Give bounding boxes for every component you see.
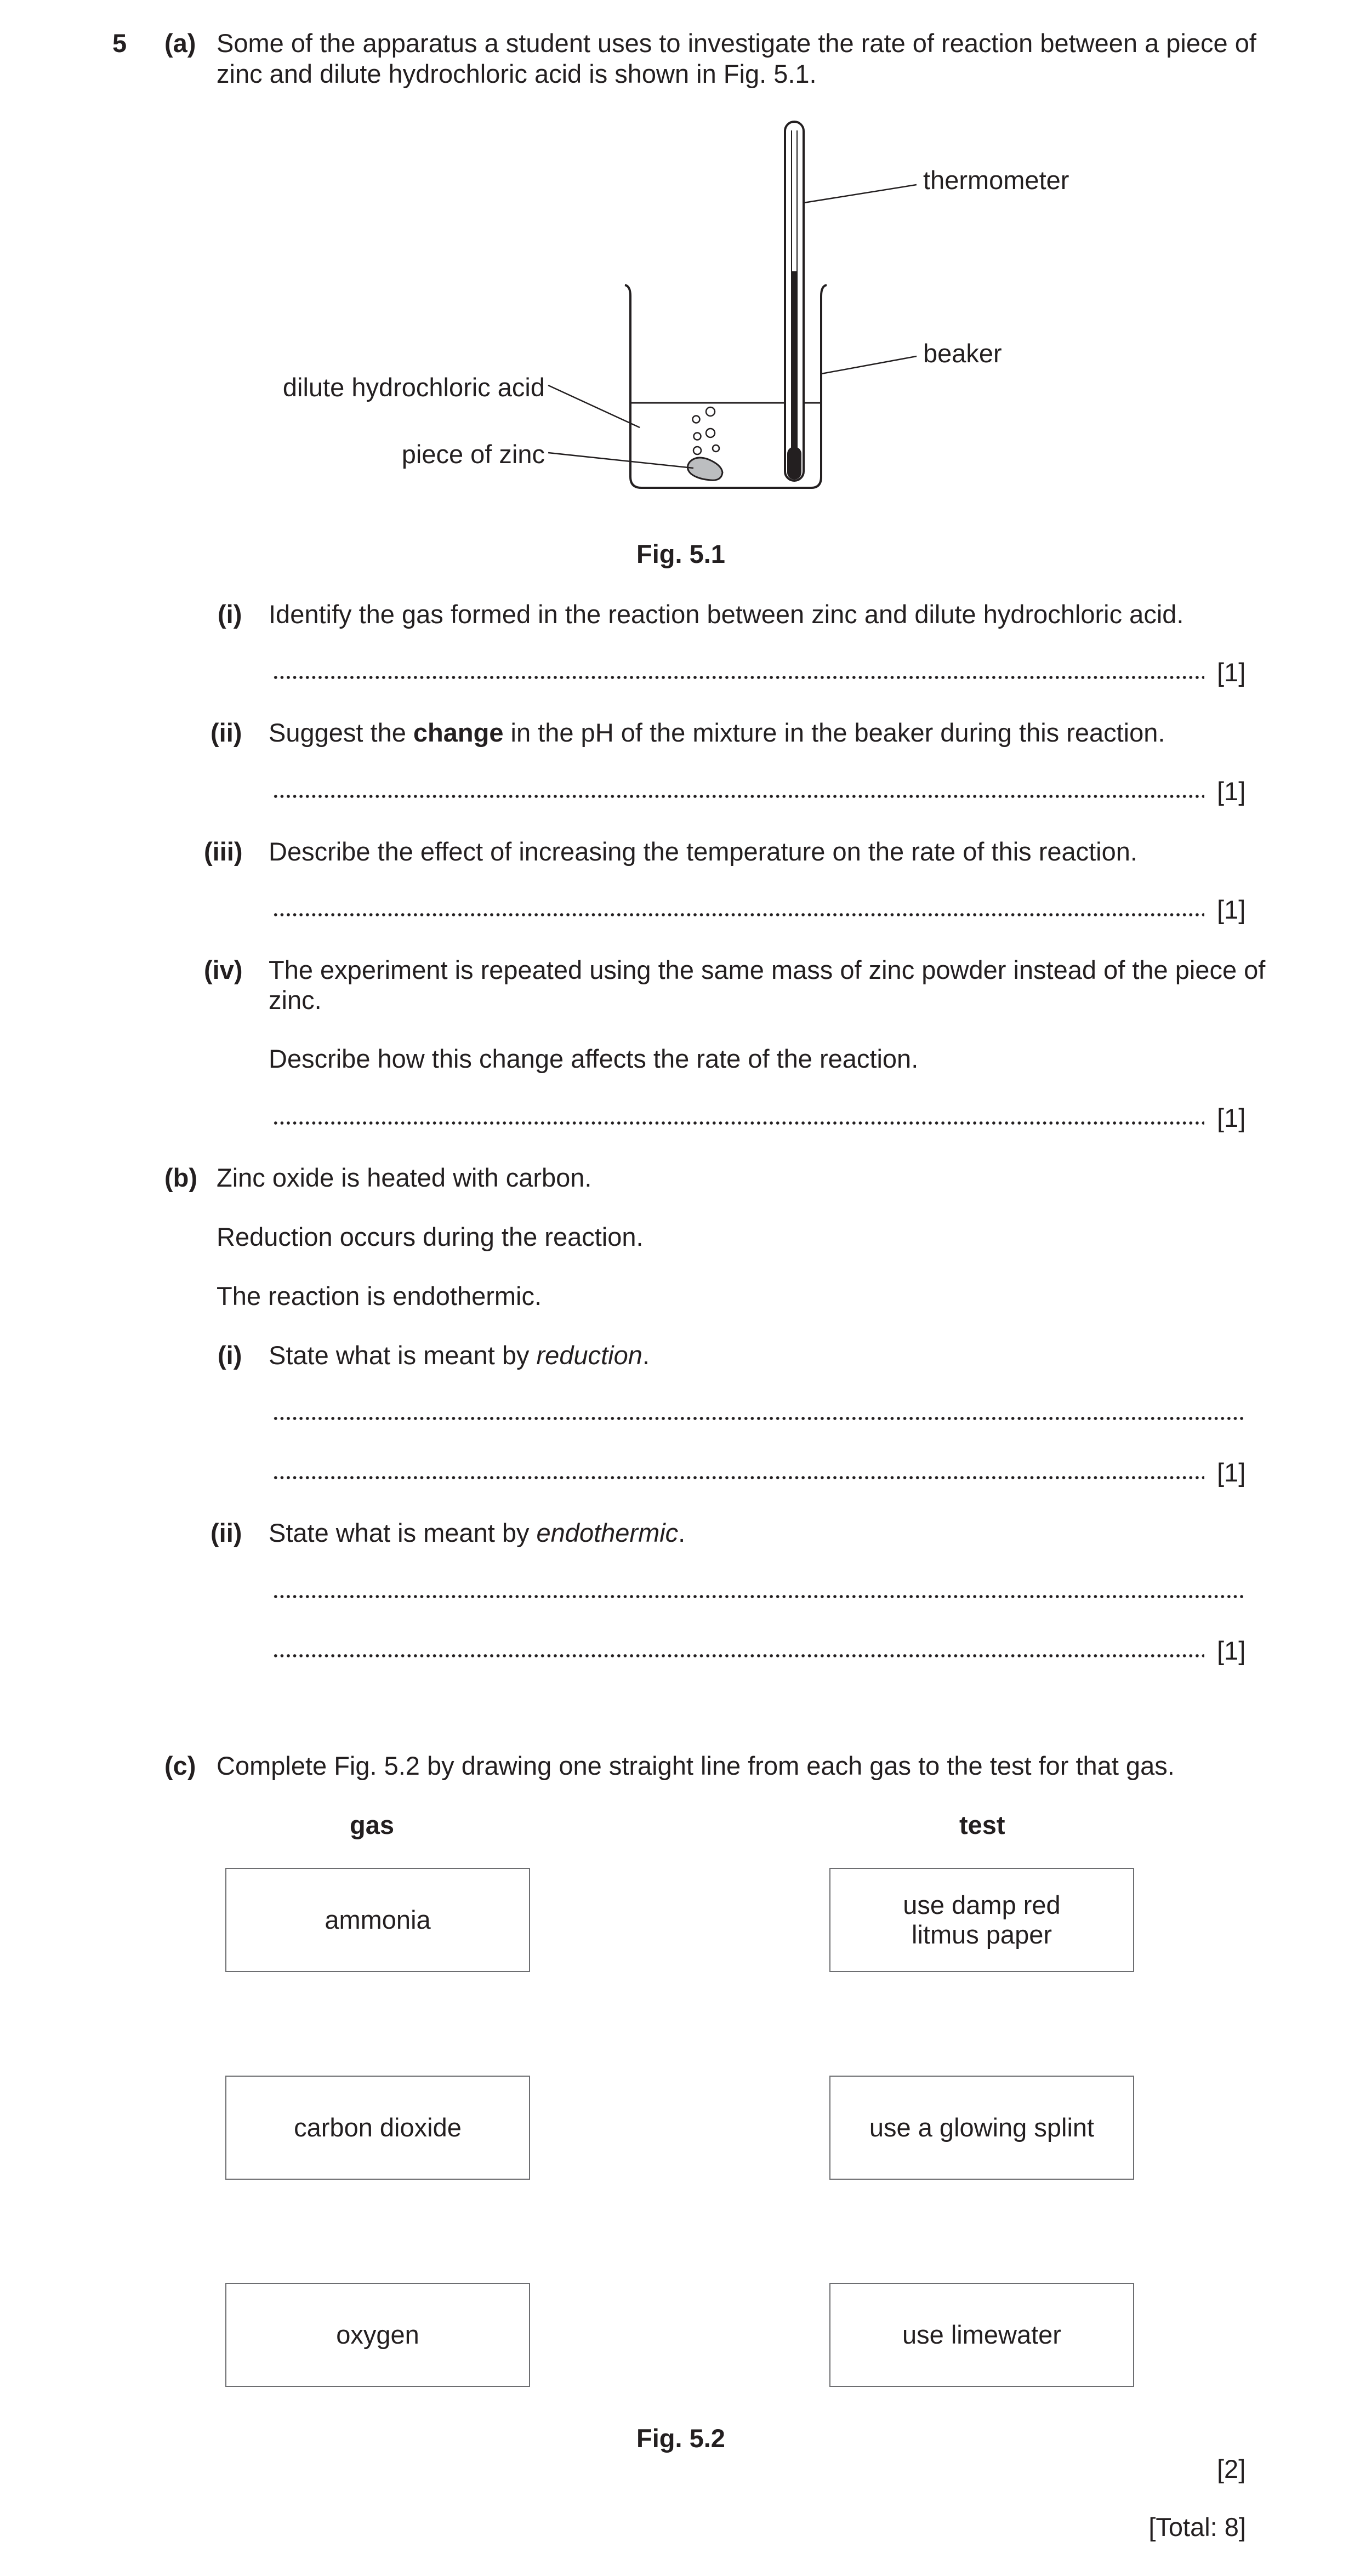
- answer-line-b-i-1[interactable]: [272, 1417, 1246, 1420]
- fig-5-1-caption: Fig. 5.1: [636, 539, 725, 568]
- part-c-label: (c): [164, 1751, 196, 1780]
- sub-a-ii-bold: change: [413, 718, 504, 747]
- answer-line-a-ii[interactable]: [272, 795, 1204, 798]
- gas-box-ammonia[interactable]: [225, 1868, 530, 1972]
- answer-line-a-iii[interactable]: [272, 913, 1204, 916]
- sub-b-ii-text: State what is meant by endothermic.: [269, 1518, 686, 1547]
- test-box-damp-red-litmus[interactable]: [829, 1868, 1134, 1972]
- apparatus-diagram: [0, 0, 1360, 526]
- part-b-line1: Zinc oxide is heated with carbon.: [217, 1163, 592, 1192]
- sub-a-iv-line3: Describe how this change affects the rate of the reaction.: [269, 1044, 919, 1073]
- marks-c: [2]: [1217, 2454, 1246, 2483]
- acid-label: dilute hydrochloric acid: [282, 373, 545, 402]
- part-c-text: Complete Fig. 5.2 by drawing one straight line from each gas to the test for that gas.: [217, 1751, 1175, 1780]
- endothermic-term: endothermic: [536, 1518, 679, 1547]
- sub-a-iv-label: (iv): [204, 955, 243, 984]
- sub-a-ii-text: Suggest the change in the pH of the mixture in the beaker during this reaction.: [269, 718, 1165, 747]
- sub-a-iv-line1: The experiment is repeated using the same mass of zinc powder instead of the piece of: [269, 955, 1266, 984]
- test-box-glowing-splint[interactable]: [829, 2076, 1134, 2180]
- test-label-line2: litmus paper: [912, 1920, 1052, 1949]
- sub-a-i-label: (i): [218, 600, 242, 629]
- marks-a-iii: [1]: [1217, 895, 1246, 924]
- marks-b-i: [1]: [1217, 1458, 1246, 1487]
- sub-a-ii-label: (ii): [210, 718, 242, 747]
- thermometer-bulb: [787, 447, 801, 480]
- part-b-line3: The reaction is endothermic.: [217, 1281, 542, 1310]
- gas-heading: gas: [350, 1810, 394, 1839]
- part-b-label: (b): [164, 1163, 198, 1192]
- thermometer-label: thermometer: [923, 166, 1069, 195]
- thermometer-mercury: [791, 271, 798, 452]
- marks-b-ii: [1]: [1217, 1636, 1246, 1665]
- test-heading: test: [959, 1810, 1005, 1839]
- gas-label: oxygen: [336, 2319, 419, 2349]
- gas-box-carbon-dioxide[interactable]: [225, 2076, 530, 2180]
- answer-line-a-iv[interactable]: [272, 1121, 1204, 1125]
- zinc-label: piece of zinc: [401, 440, 545, 469]
- marks-a-i: [1]: [1217, 658, 1246, 687]
- marks-a-iv: [1]: [1217, 1103, 1246, 1132]
- part-a-label: (a): [164, 29, 196, 58]
- beaker-label: beaker: [923, 339, 1002, 368]
- sub-b-i-text: State what is meant by reduction.: [269, 1341, 650, 1370]
- sub-a-iii-label: (iii): [204, 837, 243, 866]
- answer-line-b-ii-1[interactable]: [272, 1595, 1246, 1598]
- sub-b-ii-label: (ii): [210, 1518, 242, 1547]
- reduction-term: reduction: [536, 1341, 642, 1370]
- answer-line-b-i-2[interactable]: [272, 1476, 1204, 1479]
- total-marks: [Total: 8]: [1148, 2512, 1246, 2541]
- answer-line-a-i[interactable]: [272, 676, 1204, 679]
- sub-a-iii-text: Describe the effect of increasing the temperature on the rate of this reaction.: [269, 837, 1137, 866]
- gas-label: ammonia: [325, 1905, 431, 1934]
- sub-a-iv-line2: zinc.: [269, 985, 322, 1015]
- answer-line-b-ii-2[interactable]: [272, 1654, 1204, 1657]
- sub-b-i-label: (i): [218, 1341, 242, 1370]
- test-box-limewater[interactable]: [829, 2283, 1134, 2387]
- fig-5-2-caption: Fig. 5.2: [636, 2424, 725, 2453]
- test-label: use a glowing splint: [869, 2112, 1095, 2142]
- gas-box-oxygen[interactable]: [225, 2283, 530, 2387]
- gas-label: carbon dioxide: [294, 2112, 462, 2142]
- sub-a-i-text: Identify the gas formed in the reaction between zinc and dilute hydrochloric acid.: [269, 600, 1184, 629]
- test-label: use limewater: [902, 2319, 1061, 2349]
- part-a-intro-line1: Some of the apparatus a student uses to investigate the rate of reaction between a piece of: [217, 29, 1256, 58]
- part-b-line2: Reduction occurs during the reaction.: [217, 1222, 644, 1251]
- part-a-intro-line2: zinc and dilute hydrochloric acid is shown in Fig. 5.1.: [217, 59, 817, 88]
- marks-a-ii: [1]: [1217, 777, 1246, 806]
- question-number: 5: [112, 29, 127, 58]
- zinc-piece: [687, 458, 722, 480]
- gas-bubbles: [693, 407, 720, 454]
- test-label-line1: use damp red: [903, 1890, 1061, 1919]
